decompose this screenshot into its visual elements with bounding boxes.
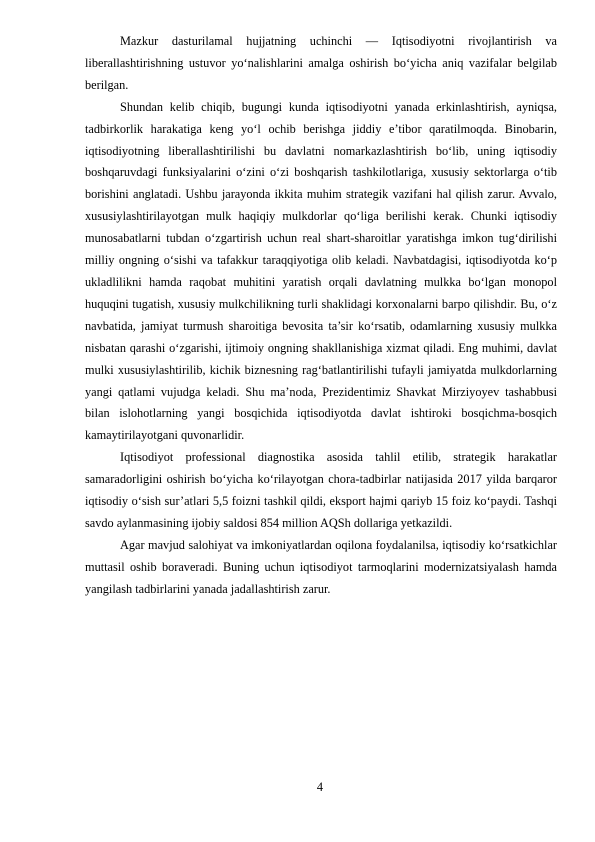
body-text <box>85 31 557 601</box>
paragraph: Shundan kelib chiqib, bugungi kunda iqtisodiyotni yanada erkinlashtirish, ayniqsa, tadbirkorlik harakatiga keng yo‘l ochib berishga jiddiy e’tibor qaratilmoqda. Binobarin, iqtisodiyotning liberallashtirilishi bu davlatni nomarkazlashtirish bo‘lib, uning iqtisodiy boshqaruvdagi funksiyalarini o‘zini o‘zi boshqarish tashkilotlariga, xususiy sektorlarga o‘tib borishini anglatadi. Ushbu jarayonda ikkita muhim strategik vazifani hal qilish zarur. Avvalo, xususiylashtirilayotgan mulk haqiqiy mulkdorlar qo‘liga berilishi kerak. Chunki iqtisodiy munosabatlarni tubdan o‘zgartirish uchun real shart-sharoitlar yaratishga imkon tug‘dirilishi milliy ongning o‘sishi va tafakkur taraqqiyotiga olib keladi. Navbatdagisi, iqtisodiyotda ko‘p ukladlilikni hamda raqobat muhitini yaratish orqali davlatning mulkka bo‘lgan monopol huquqini tugatish, xususiy mulkchilikning turli shaklidagi korxonalarni barpo qilishdir. Bu, o‘z navbatida, jamiyat turmush sharoitiga bevosita ta’sir ko‘rsatib, odamlarning xususiy mulkka nisbatan qarashi o‘zgarishi, ijtimoiy ongning shakllanishiga xizmat qiladi. Eng muhimi, davlat mulki xususiylashtirilib, kichik biznesning rag‘batlantirilishi tufayli jamiyatda mulkdorlarning yangi qatlami vujudga keladi. Shu ma’noda, Prezidentimiz Shavkat Mirziyoyev tashabbusi bilan islohotlarning yangi bosqichida iqtisodiyotda davlat ishtiroki bosqichma-bosqich kamaytirilayotgani quvonarlidir. <box>85 99 557 443</box>
paragraph: Mazkur dasturilamal hujjatning uchinchi — Iqtisodiyotni rivojlantirish va liberallashtirishning ustuvor yo‘nalishlarini amalga oshirish bo‘yicha aniq vazifalar belgilab berilgan. <box>85 34 557 92</box>
page-number: 4 <box>316 780 324 794</box>
paragraph: Iqtisodiyot professional diagnostika asosida tahlil etilib, strategik harakatlar samaradorligini oshirish bo‘yicha ko‘rilayotgan chora-tadbirlar natijasida 2017 yilda barqaror iqtisodiy o‘sish sur’atlari 5,5 foizni tashkil qildi, eksport hajmi qariyb 15 foiz ko‘paydi. Tashqi savdo aylanmasining ijobiy saldosi 854 million AQSh dollariga yetkazildi. <box>85 450 557 530</box>
paragraph: Agar mavjud salohiyat va imkoniyatlardan oqilona foydalanilsa, iqtisodiy ko‘rsatkichlar muttasil oshib boraveradi. Buning uchun iqtisodiyot tarmoqlarini modernizatsiyalash hamda yangilash tadbirlarini yanada jadallashtirish zarur. <box>85 537 557 596</box>
